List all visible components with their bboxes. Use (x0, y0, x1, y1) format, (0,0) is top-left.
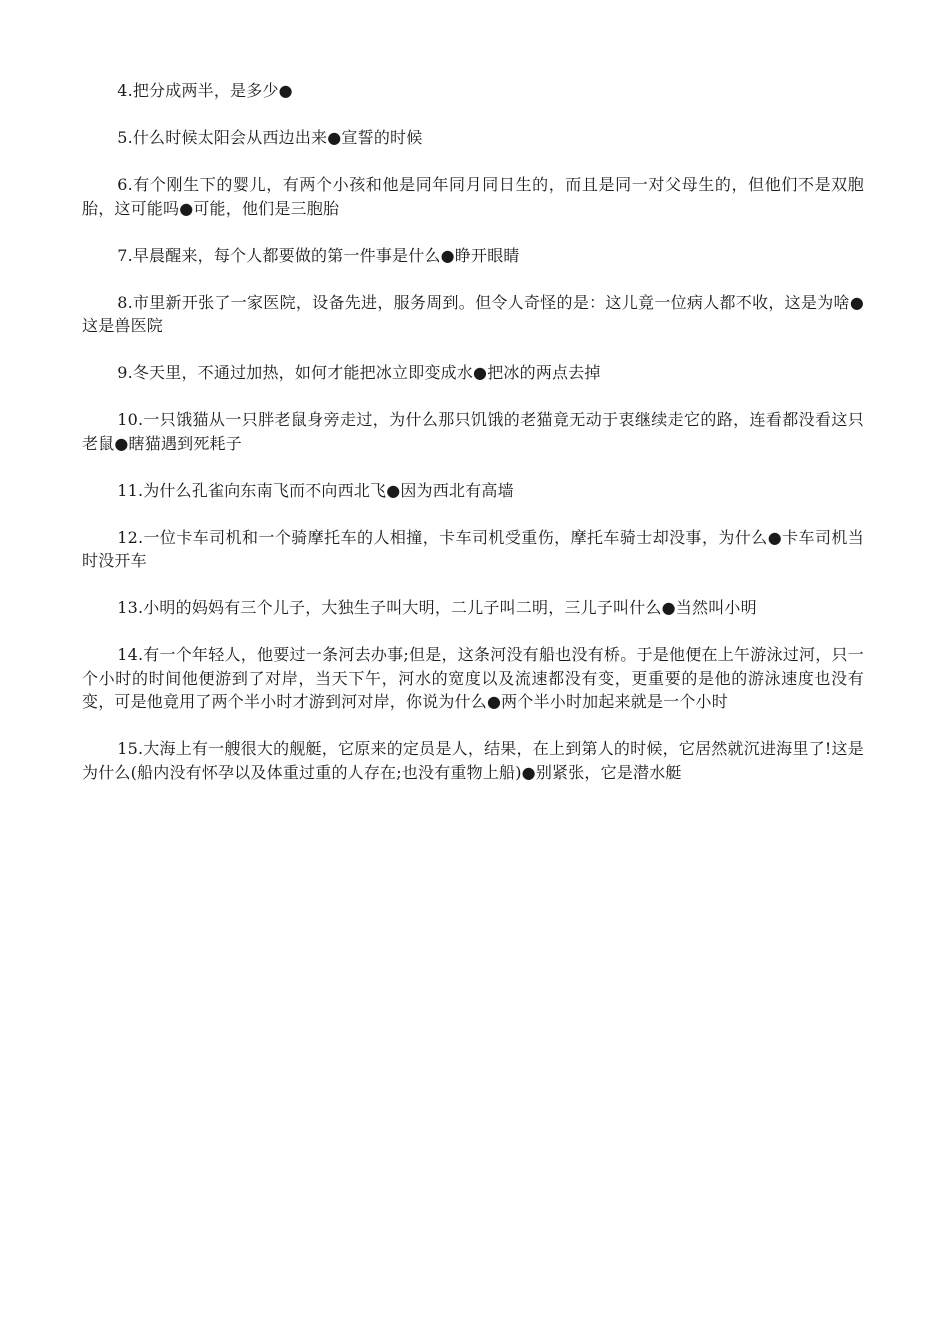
riddle-11: 11.为什么孔雀向东南飞而不向西北飞●因为西北有高墙 (117, 480, 514, 500)
riddle-12: 12.一位卡车司机和一个骑摩托车的人相撞，卡车司机受重伤，摩托车骑士却没事，为什么●卡车司机当时没开车 (82, 527, 864, 570)
riddle-8: 8.市里新开张了一家医院，设备先进，服务周到。但令人奇怪的是：这儿竟一位病人都不收，这是为啥●这是兽医院 (82, 292, 864, 335)
riddle-7: 7.早晨醒来，每个人都要做的第一件事是什么●睁开眼睛 (117, 245, 520, 265)
riddle-4: 4.把分成两半，是多少● (117, 81, 293, 100)
riddle-15: 15.大海上有一艘很大的舰艇，它原来的定员是人，结果，在上到第人的时候，它居然就沉进海里了!这是为什么(船内没有怀孕以及体重过重的人存在;也没有重物上船)●别紧张，它是潜水艇 (82, 739, 864, 782)
riddle-9: 9.冬天里，不通过加热，如何才能把冰立即变成水●把冰的两点去掉 (117, 363, 601, 382)
riddle-5: 5.什么时候太阳会从西边出来●宣誓的时候 (117, 128, 423, 147)
riddle-list (82, 79, 864, 808)
riddle-6: 6.有个刚生下的婴儿，有两个小孩和他是同年同月同日生的，而且是同一对父母生的，但他们不是双胞胎，这可能吗●可能，他们是三胞胎 (82, 175, 864, 218)
riddle-14: 14.有一个年轻人，他要过一条河去办事;但是，这条河没有船也没有桥。于是他便在上午游泳过河，只一个小时的时间他便游到了对岸，当天下午，河水的宽度以及流速都没有变，更重要的是他的游泳速度也没有变，可是他竟用了两个半小时才游到河对岸，你说为什么●两个半小时加起来就是一个小时 (82, 645, 864, 711)
riddle-10: 10.一只饿猫从一只胖老鼠身旁走过，为什么那只饥饿的老猫竟无动于衷继续走它的路，连看都没看这只老鼠●瞎猫遇到死耗子 (82, 410, 864, 453)
riddle-13: 13.小明的妈妈有三个儿子，大独生子叫大明，二儿子叫二明，三儿子叫什么●当然叫小明 (117, 598, 757, 617)
